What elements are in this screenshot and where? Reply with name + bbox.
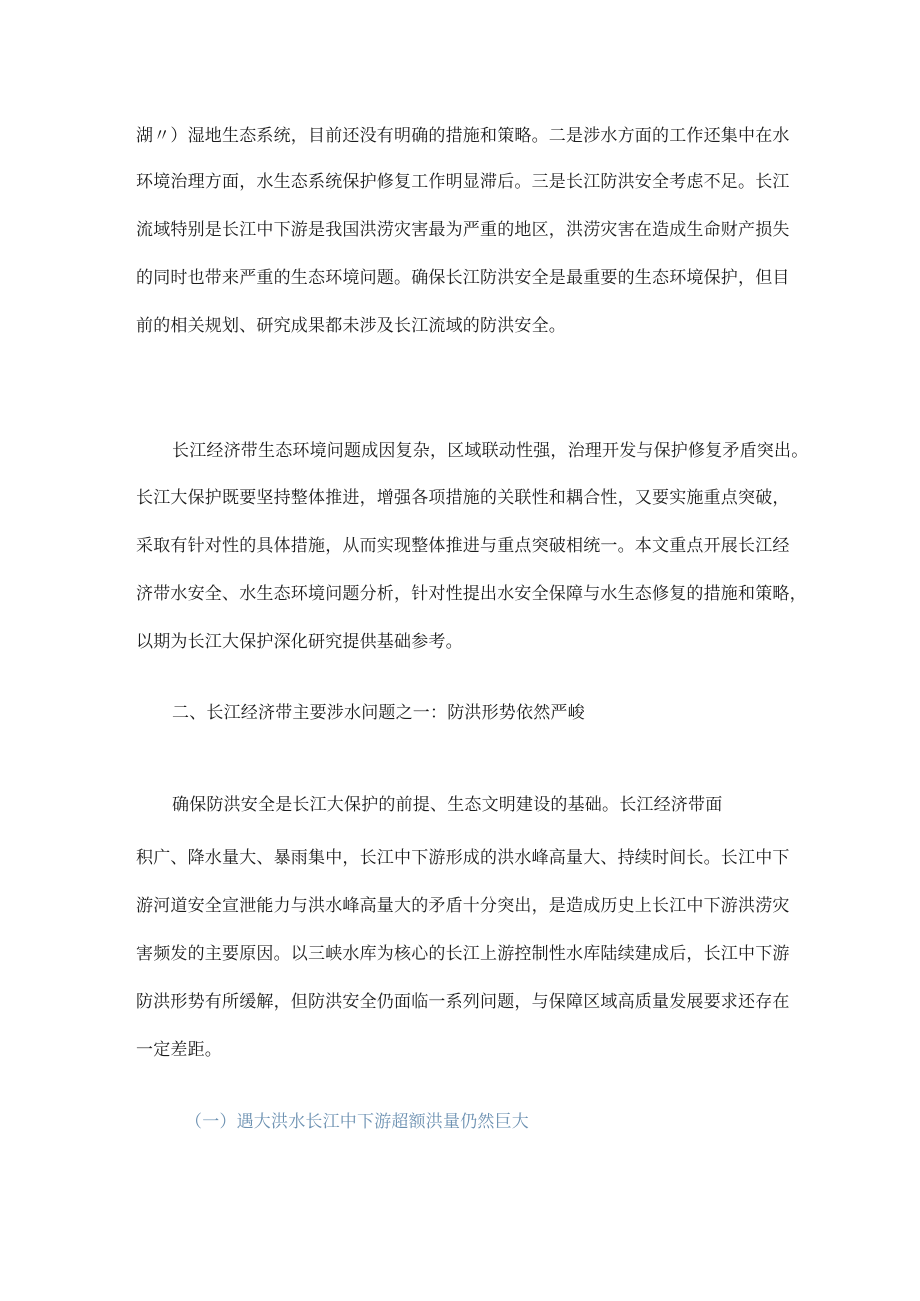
paragraph-line: 长江经济带生态环境问题成因复杂，区域联动性强，治理开发与保护修复矛盾突出。 — [172, 441, 809, 461]
paragraph-line: 流域特别是长江中下游是我国洪涝灾害最为严重的地区，洪涝灾害在造成生命财产损失 — [136, 220, 790, 240]
paragraph-line: 以期为长江大保护深化研究提供基础参考。 — [136, 632, 463, 652]
paragraph-line: 采取有针对性的具体措施，从而实现整体推进与重点突破相统一。本文重点开展长江经 — [136, 536, 790, 556]
paragraph-line: 积广、降水量大、暴雨集中，长江中下游形成的洪水峰高量大、持续时间长。长江中下 — [136, 848, 790, 868]
paragraph-line: 的同时也带来严重的生态环境问题。确保长江防洪安全是最重要的生态环境保护，但目 — [136, 268, 790, 288]
paragraph-line: 确保防洪安全是长江大保护的前提、生态文明建设的基础。长江经济带面 — [172, 795, 723, 815]
paragraph-line: 长江大保护既要坚持整体推进，增强各项措施的关联性和耦合性，又要实施重点突破， — [136, 488, 790, 508]
subsection-heading: （一）遇大洪水长江中下游超额洪量仍然巨大 — [185, 1112, 529, 1132]
paragraph-line: 济带水安全、水生态环境问题分析，针对性提出水安全保障与水生态修复的措施和策略， — [136, 584, 807, 604]
section-heading: 二、长江经济带主要涉水问题之一：防洪形势依然严峻 — [172, 703, 585, 723]
paragraph-line: 一定差距。 — [136, 1040, 222, 1060]
paragraph-line: 害频发的主要原因。以三峡水库为核心的长江上游控制性水库陆续建成后，长江中下游 — [136, 944, 790, 964]
paragraph-line: 湖〃）湿地生态系统，目前还没有明确的措施和策略。二是涉水方面的工作还集中在水 — [136, 126, 790, 146]
paragraph-line: 防洪形势有所缓解，但防洪安全仍面临一系列问题，与保障区域高质量发展要求还存在 — [136, 992, 790, 1012]
paragraph-line: 前的相关规划、研究成果都未涉及长江流域的防洪安全。 — [136, 316, 566, 336]
paragraph-line: 环境治理方面，水生态系统保护修复工作明显滞后。三是长江防洪安全考虑不足。长江 — [136, 172, 790, 192]
paragraph-line: 游河道安全宣泄能力与洪水峰高量大的矛盾十分突出，是造成历史上长江中下游洪涝灾 — [136, 896, 790, 916]
